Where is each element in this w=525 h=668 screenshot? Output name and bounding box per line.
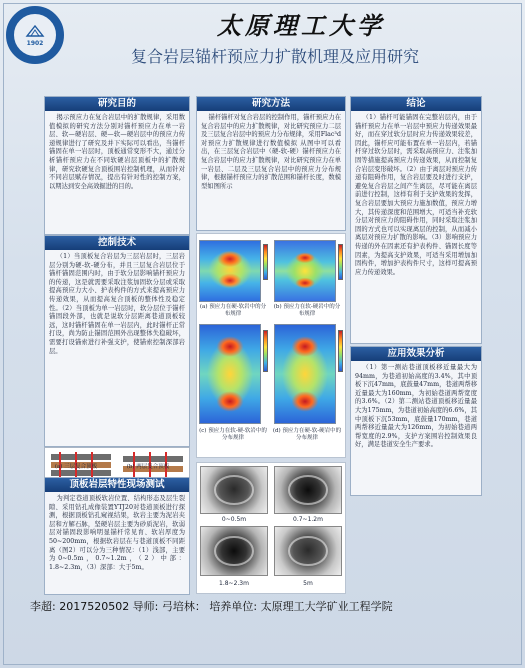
borehole-photo-3	[200, 526, 268, 576]
section-conclusion-title: 结论	[351, 97, 481, 111]
section-field-text: 为判定巷道顶板软岩位置、结构形态及层生裂隙、采用钻孔成像装置YTJ20对巷道顶板进行探测，根据顶板钻孔窥视结果，软岩主要为泥岩夹层和方解石脉，坚硬岩层主要为砂质泥岩，软弱层对锚固段影响明显锚杆常见育、软岩厚度为50~200mm，根据软岩层在与巷道顶板不同距离（图2）可以分为三种情况：（1）浅部，主要为0~0.5m，0.7~1.2m，（2）中部：1.8~2.3m，（3）深部：大于5m。	[49, 495, 185, 571]
section-effect-title: 应用效果分析	[351, 347, 481, 361]
section-method-title: 研究方法	[197, 97, 345, 111]
contour-caption-c: (c) 预应力在软-硬-软岩中的分布规律	[199, 428, 267, 441]
section-method-body	[197, 111, 345, 194]
section-purpose-body	[45, 111, 189, 194]
photo-caption-2: 0.7~1.2m	[293, 516, 323, 523]
section-conclusion	[350, 96, 482, 344]
layer-bar	[123, 456, 183, 462]
section-method-text: 锚杆锚杆对复合岩层的控制作用，锚杆预应力在复合岩层中的应力扩散规律，对比研究预应力二层及三层复合岩层中的预应力分布规律，采用Flac³d对预应力扩散规律进行数值模拟 从图中可以看出，在三层复合岩层中（硬-软-硬）锚杆预应力在复合岩层中的应力扩散规律，对比研究预应力在单一岩层、二层及三层复合岩层中的预应力分布规律，根据锚杆预应力的扩散范围和锚杆长度，数模型如图所示	[201, 114, 341, 190]
section-conclusion-text: （1）锚杆可能锚固在完整岩层内，由于锚杆预应力在单一岩层中预应力传递效果最好，而在穿过软分层时应力传递效果较差，因此，锚杆应可能布置在单一岩层内，若锚杆穿过软分层时，需采取高预应力、注浆加固等措施提高预应力传递效果，从而控制复合岩层变形破坏。（2）由于离层对预应力传递有阻碍作用，复合岩层要及时进行支护，避免复合岩层之间产生离层，尽可能在离层前进行控制，这样有利于支护效果的发挥，复合岩层要加大预应力施加数值，预应力增大，其传递深度和范围增大，可适当补充软分层对预应力的阻碍作用，同时采取注浆加固的方式也可以实现离层的控制，从而减小离层对预应力扩散的影响。（3）影响预应力传递的外在因素还有护表构件、锚固长度等因素，为提高支护效果，可适当采用增加加固构件，增加护表构件尺寸，这样可提高预应力传递效果。	[355, 114, 477, 276]
section-field	[44, 477, 190, 595]
photo-caption-3: 1.8~2.3m	[219, 580, 249, 587]
photo-caption-1: 0~0.5m	[221, 516, 247, 523]
contour-colorbar	[263, 244, 268, 280]
section-tech-title: 控制技术	[45, 236, 189, 250]
contour-plot-c	[199, 324, 261, 424]
borehole-photo-1	[200, 466, 268, 514]
layer-caption-b: (b) 两层复合顶板	[126, 464, 170, 470]
section-field-title: 顶板岩层特性现场测试	[45, 478, 189, 492]
section-field-body	[45, 492, 189, 575]
section-purpose-text: 揭示预应力在复合岩层中的扩散规律，采用数值模拟的研究方法分别对锚杆预应力在单一岩层、软—硬岩层、硬—软—硬岩层中的预应力传递规律进行了研究及并下实际可以看出，当锚杆锚固在单一岩层时，顶板通常变形不大，通过分析锚杆预应力在不同软硬岩层顶板中的扩散规律，研究软硬复合顶板围岩控制机理，从而针对不同岩层赋存情况，提出有针对性的控制方案，以期达到安全高效掘进的目的。	[49, 114, 185, 190]
section-effect	[350, 346, 482, 496]
contour-caption-d: (d) 预应力在硬-软-硬岩中的分布规律	[272, 428, 342, 441]
contour-caption-b: (b) 预应力在软-硬岩中的分布规律	[273, 304, 341, 317]
contour-colorbar	[338, 244, 343, 280]
contour-caption-a: (a) 预应力在硬-软岩中的分布规律	[199, 304, 267, 317]
section-effect-body	[351, 361, 481, 453]
section-tech	[44, 235, 190, 447]
poster-footer: 李超: 2017520502 导师: 弓培林： 培养单位: 太原理工大学矿业工程学院	[30, 600, 393, 613]
logo-emblem-icon	[25, 24, 45, 38]
logo-inner	[13, 13, 57, 57]
section-conclusion-body	[351, 111, 481, 280]
contour-colorbar	[338, 330, 343, 372]
layer-caption-a: (a) 三层复合顶板	[54, 464, 98, 470]
section-effect-text: （1）第一测站巷道顶板移近量最大为94mm，为巷道初始高度的3.4%，其中顶板下沉47mm，底鼓量47mm，巷道两帮移近量最大为160mm，为初始巷道两帮宽度的3.6%。（2）第二测站巷道顶板移近量最大为175mm，为巷道初始高度的6.6%，其中顶板下沉53mm，底鼓量170mm，巷道两帮移近量最大为126mm，为初始巷道两帮宽度的2.9%，支护方案围岩控制效果良好，满足巷道安全生产要求。	[355, 364, 477, 449]
borehole-photo-4	[274, 526, 342, 576]
contour-plot-b	[274, 240, 336, 302]
photo-caption-4: 5m	[303, 580, 313, 587]
university-name: 太原理工大学	[217, 11, 385, 40]
section-tech-body	[45, 250, 189, 359]
section-purpose	[44, 96, 190, 235]
contour-colorbar	[263, 330, 268, 372]
contour-plot-a	[199, 240, 261, 302]
section-purpose-title: 研究目的	[45, 97, 189, 111]
section-method	[196, 96, 346, 231]
contour-plot-d	[274, 324, 336, 424]
logo-year: 1902	[26, 39, 44, 47]
poster-title: 复合岩层锚杆预应力扩散机理及应用研究	[130, 47, 419, 66]
university-logo	[6, 6, 64, 64]
borehole-photo-2	[274, 466, 342, 514]
section-tech-text: （1）当顶板复合岩层为三层岩层时，三层岩层分别为硬-软-硬分布，并且三层复合岩层位于锚杆锚固范围内时，由于软分层影响锚杆预应力的传递，这是就需要采取注浆加固软分层或采取提高预应力大小、护表构件的方式来提高预应力传递效果，从而提高复合顶板的整体性及稳定性。（2）当顶板为单一岩层时，软分层位于锚杆锚固段外部，也就是说软分层距离巷道顶板较远，这时锚杆锚固在单一岩层内，此时锚杆正常打设，尚为防止锚固范围外出现整体失稳破坏，需要打设锚索进行补强支护，使锚索控制深部岩层。	[49, 253, 185, 355]
